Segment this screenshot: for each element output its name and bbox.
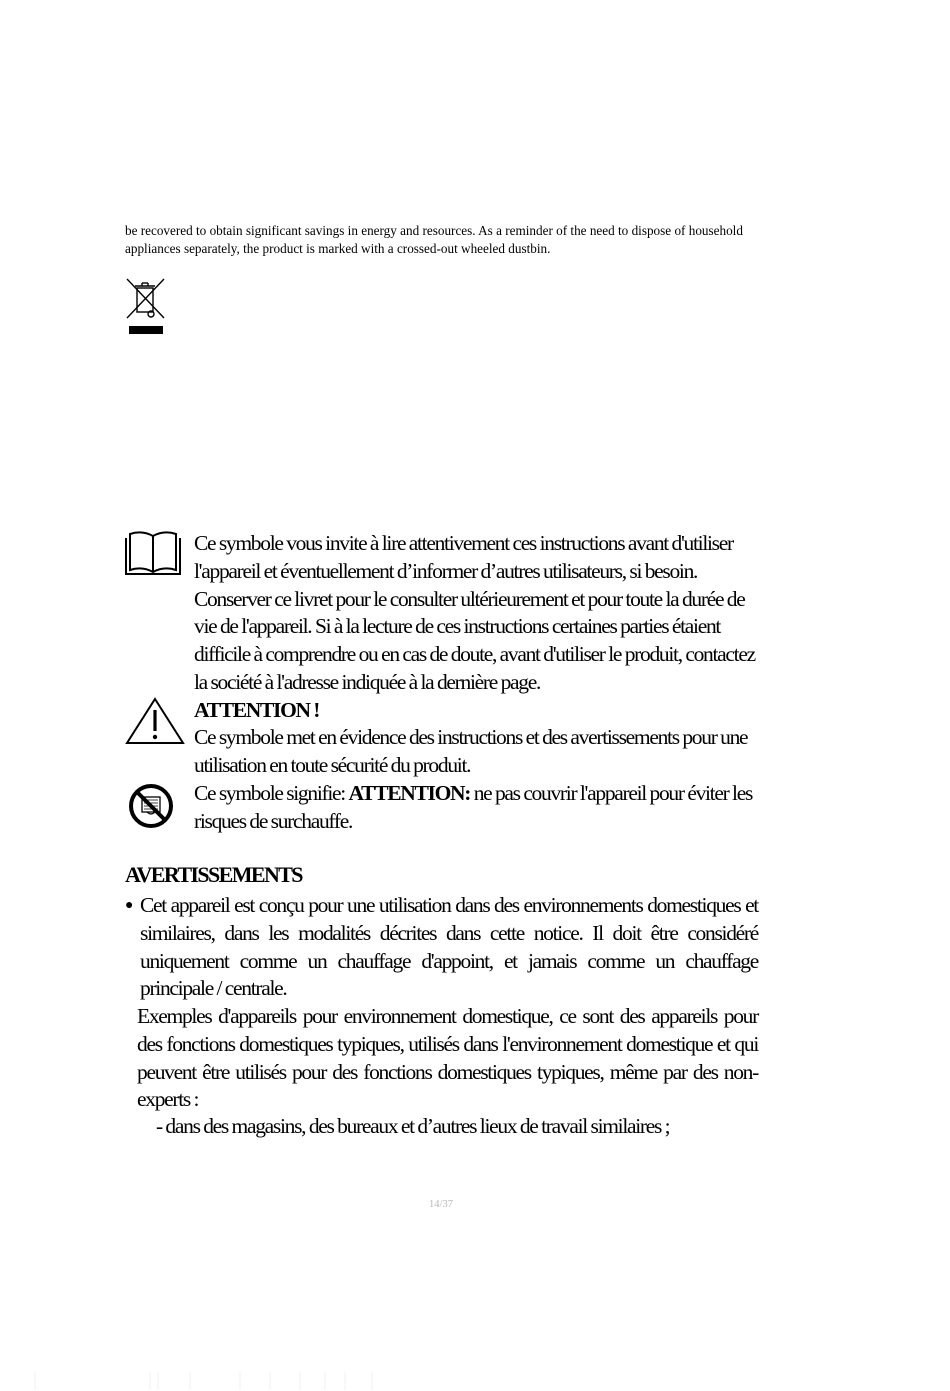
book-icon (124, 530, 182, 578)
warning-triangle-icon (124, 696, 186, 746)
attention-title: ATTENTION ! (194, 698, 320, 722)
do-not-cover-prefix: Ce symbole signifie: (194, 781, 349, 805)
do-not-cover-icon (127, 782, 175, 830)
bullet-marker: ● (125, 898, 133, 913)
page-number: 14/37 (429, 1199, 453, 1210)
crossed-out-wheeled-bin-icon (124, 276, 168, 338)
attention-text: Ce symbole met en évidence des instructions et des avertissements pour une utilisation en toute sécurité du produit. (194, 725, 748, 777)
warning-item-1-continued: Exemples d'appareils pour environnement domestique, ce sont des appareils pour des fonctions domestiques typiques, utilisés dans l'environnement domestique et qui peuvent être utilisés pour des fonctions domestiques typiques, même par des non-experts : (137, 1004, 758, 1112)
scan-artifact (0, 1370, 950, 1391)
read-instructions-text: Ce symbole vous invite à lire attentivement ces instructions avant d'utiliser l'appareil et éventuellement d’informer d’autres utilisateurs, si besoin. Conserver ce livret pour le consulter ultérieurement et pour toute la durée de vie de l'appareil. Si à la lecture de ces instructions certaines parties étaient difficile à comprendre ou en cas de doute, avant d'utiliser le produit, contactez la société à l'adresse indiquée à la dernière page. (194, 531, 755, 694)
warning-sub-item-1: - dans des magasins, des bureaux et d’autres lieux de travail similaires ; (156, 1114, 670, 1138)
do-not-cover-emphasis: ATTENTION: (348, 781, 471, 805)
warning-item-1: Cet appareil est conçu pour une utilisation dans des environnements domestiques et similaires, dans les modalités décrites dans cette notice. Il doit être considéré uniquement comme un chauffage d'appoint, et jamais comme un chauffage principale / centrale. (140, 893, 758, 1001)
disposal-paragraph: be recovered to obtain significant savings in energy and resources. As a reminder of the need to dispose of household appliances separately, the product is marked with a crossed-out wheeled dustbin. (125, 223, 743, 256)
warnings-heading: AVERTISSEMENTS (125, 862, 302, 887)
do-not-cover-text (194, 780, 764, 836)
do-not-cover-suffix: ne pas couvrir l'appareil pour éviter les risques de surchauffe. (194, 781, 753, 833)
